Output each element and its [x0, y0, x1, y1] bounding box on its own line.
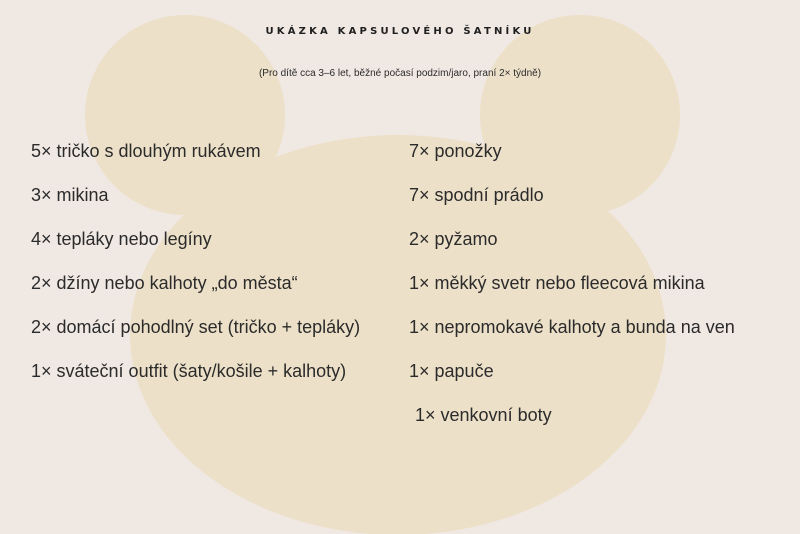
left-list-item: 3× mikina: [31, 185, 109, 205]
left-list-item: 1× sváteční outfit (šaty/košile + kalhoty): [31, 361, 347, 381]
right-list-item: 2× pyžamo: [409, 229, 498, 249]
page-title: UKÁZKA KAPSULOVÉHO ŠATNÍKU: [265, 26, 535, 37]
left-list-item: 4× tepláky nebo legíny: [31, 229, 212, 249]
right-list-item: 1× měkký svetr nebo fleecová mikina: [409, 273, 705, 293]
right-list-item: 1× nepromokavé kalhoty a bunda na ven: [409, 317, 735, 337]
right-list-item: 7× ponožky: [409, 141, 502, 161]
right-list-item: 7× spodní prádlo: [409, 185, 544, 205]
right-list-item: 1× papuče: [409, 361, 494, 381]
right-list-item: 1× venkovní boty: [415, 405, 552, 425]
page-subtitle: (Pro dítě cca 3–6 let, běžné počasí podzim/jaro, praní 2× týdně): [258, 68, 542, 79]
left-list-item: 2× domácí pohodlný set (tričko + tepláky): [31, 317, 361, 337]
left-list-item: 5× tričko s dlouhým rukávem: [31, 141, 261, 161]
left-list-item: 2× džíny nebo kalhoty „do města“: [31, 273, 298, 293]
